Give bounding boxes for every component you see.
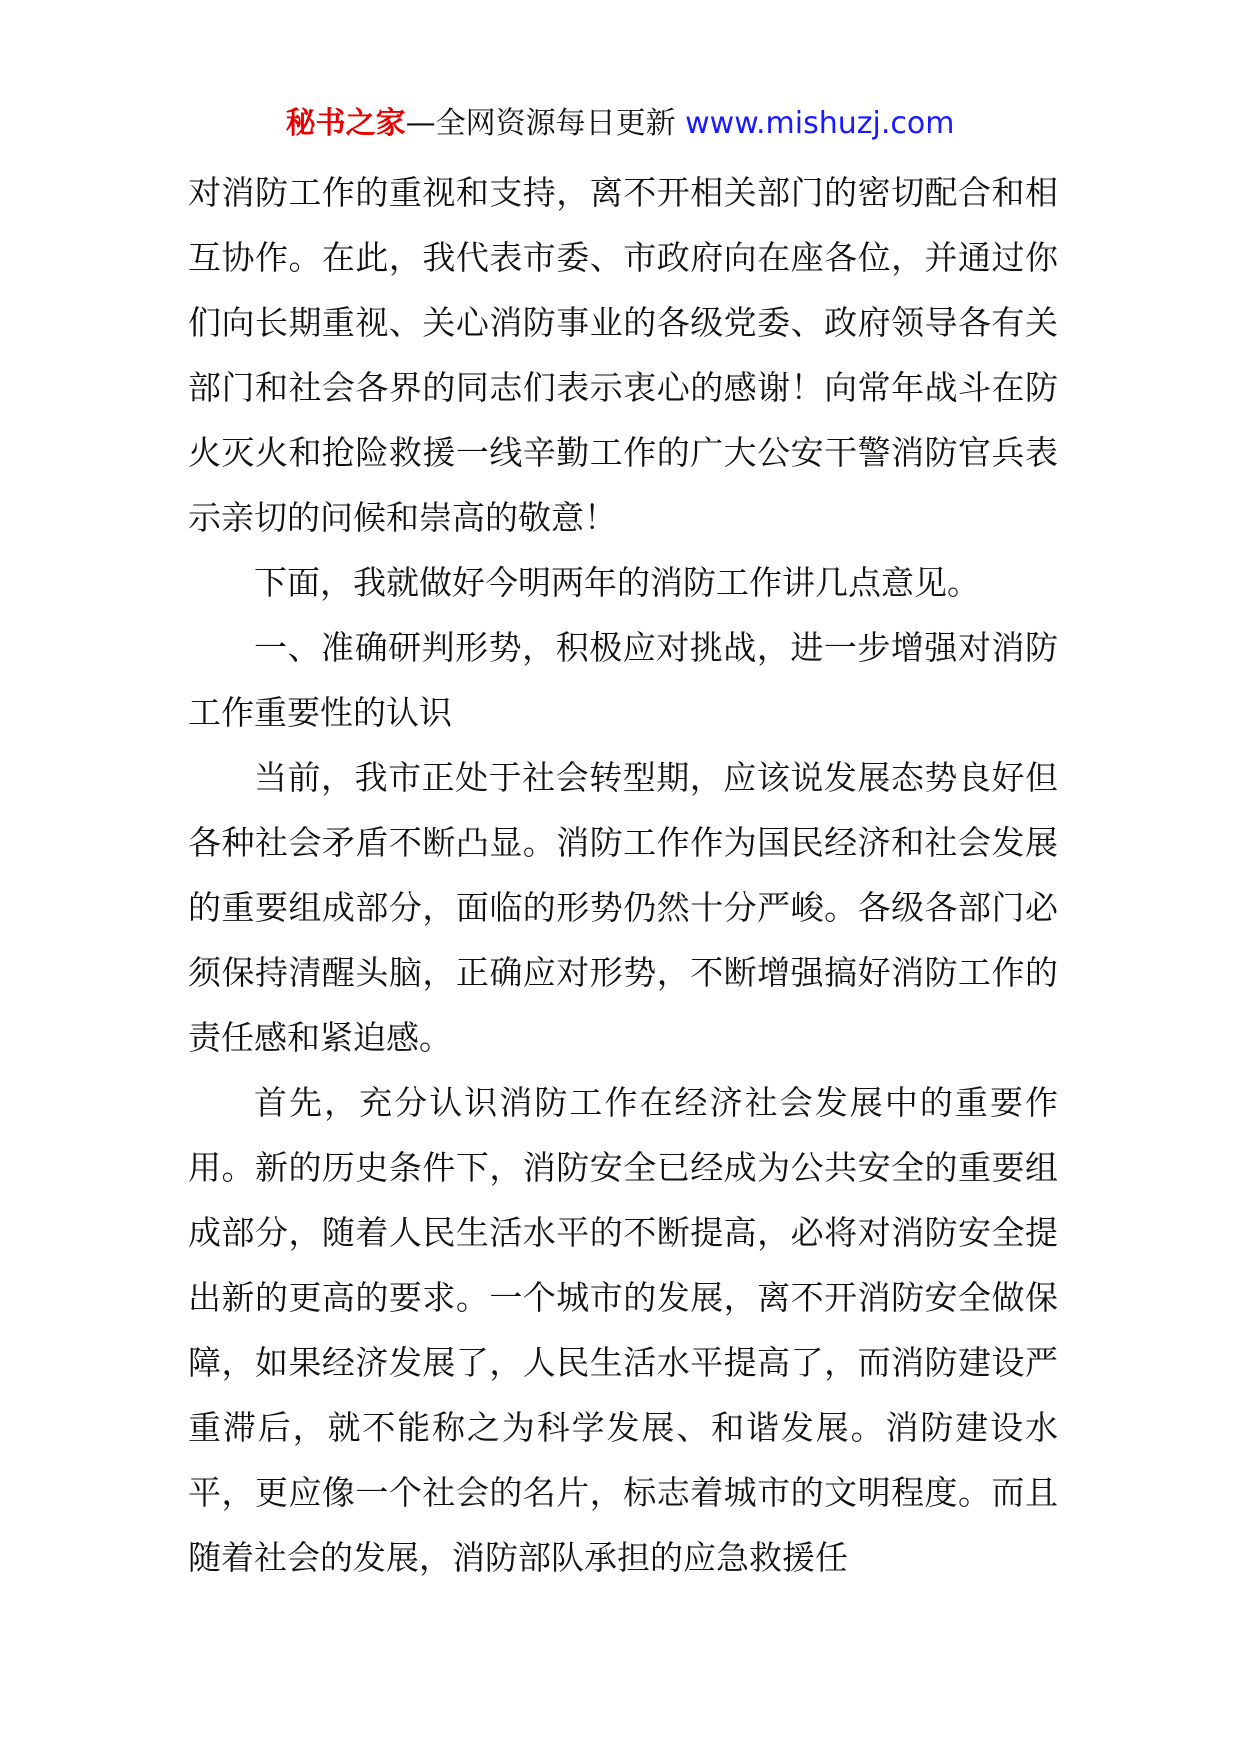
paragraph-situation: 当前，我市正处于社会转型期，应该说发展态势良好但各种社会矛盾不断凸显。消防工作作为国民经济和社会发展的重要组成部分，面临的形势仍然十分严峻。各级各部门必须保持清醒头脑，正确应对形势，不断增强搞好消防工作的责任感和紧迫感。 bbox=[188, 758, 1058, 1057]
paragraph-continuation: 对消防工作的重视和支持，离不开相关部门的密切配合和相互协作。在此，我代表市委、市政府向在座各位，并通过你们向长期重视、关心消防事业的各级党委、政府领导各有关部门和社会各界的同志们表示衷心的感谢！向常年战斗在防火灭火和抢险救援一线辛勤工作的广大公安干警消防官兵表示亲切的问候和崇高的敬意！ bbox=[188, 173, 1058, 537]
document-body bbox=[188, 160, 1058, 1590]
header-tagline: —全网资源每日更新 bbox=[405, 106, 686, 141]
paragraph-first-point: 首先，充分认识消防工作在经济社会发展中的重要作用。新的历史条件下，消防安全已经成为公共安全的重要组成部分，随着人民生活水平的不断提高，必将对消防安全提出新的更高的要求。一个城市的发展，离不开消防安全做保障，如果经济发展了，人民生活水平提高了，而消防建设严重滞后，就不能称之为科学发展、和谐发展。消防建设水平，更应像一个社会的名片，标志着城市的文明程度。而且随着社会的发展，消防部队承担的应急救援任 bbox=[188, 1083, 1058, 1577]
section-heading-one: 一、准确研判形势，积极应对挑战，进一步增强对消防工作重要性的认识 bbox=[188, 628, 1058, 732]
header-brand: 秘书之家 bbox=[285, 106, 406, 141]
paragraph-intro: 下面，我就做好今明两年的消防工作讲几点意见。 bbox=[254, 563, 980, 602]
page-header bbox=[0, 102, 1240, 146]
header-url-link[interactable]: www.mishuzj.com bbox=[685, 106, 955, 141]
